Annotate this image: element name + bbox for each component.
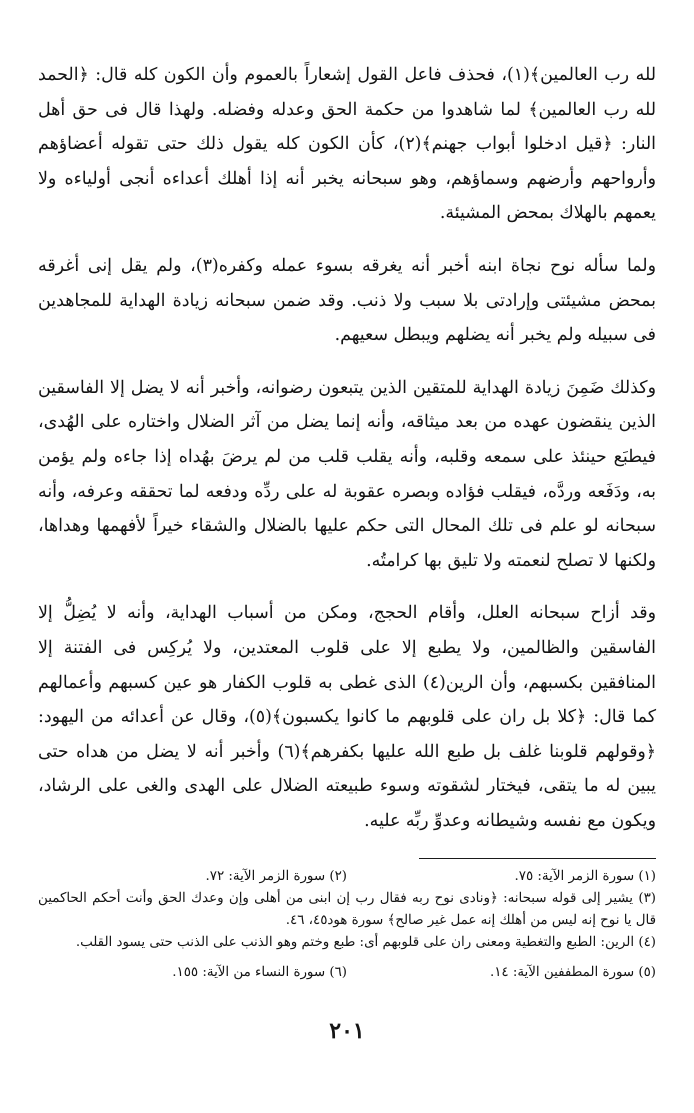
paragraph-2: ولما سأله نوح نجاة ابنه أخبر أنه يغرقه بسوء عمله وكفره(٣)، ولم يقل إنى أغرقه بمحض مشيئتى وإرادتى بلا سبب ولا ذنب. وقد ضمن سبحانه زيادة الهداية للمجاهدين فى سبيله ولم يخبر أنه يضلهم ويبطل سعيهم. (38, 255, 656, 346)
footnote-row-1-2 (38, 866, 656, 888)
footnote-2: (٢) سورة الزمر الآية: ٧٢. (205, 869, 347, 884)
footnote-row-5-6 (38, 962, 656, 984)
page-number: ٢٠١ (329, 1018, 365, 1044)
paragraph-3: وكذلك ضَمِنَ زيادة الهداية للمتقين الذين يتبعون رضوانه، وأخبر أنه لا يضل إلا الفاسقين الذين ينقضون عهده من بعد ميثاقه، وأنه إنما يضل من آثر الضلال واختاره على الهُدى، فيطبَع حينئذ على سمعه وقلبه، وأنه يقلب قلب من لم يرضَ بهُداه إذا جاءه ولم يؤمن به، ودَفَعه وردَّه، فيقلب فؤاده وبصره عقوبة له على ردِّه ودفعه لما تحققه وعرفه، وأنه سبحانه لو علم فى تلك المحال التى حكم عليها بالضلال والشقاء خيراً لأفهمها وهداها، ولكنها لا تصلح لنعمته ولا تليق بها كرامتُه. (38, 377, 656, 571)
footnote-3: (٣) يشير إلى قوله سبحانه: ﴿ونادى نوح ربه فقال رب إن ابنى من أهلى وإن وعدك الحق وأنت أحكم الحاكمين قال يا نوح إنه ليس من أهلك إنه عمل غير صالح﴾ سورة هود٤٥، ٤٦. (38, 891, 656, 928)
footnote-1: (١) سورة الزمر الآية: ٧٥. (514, 869, 656, 884)
footnotes (38, 866, 656, 984)
footnote-6: (٦) سورة النساء من الآية: ١٥٥. (172, 965, 347, 980)
paragraph-1: لله رب العالمين﴾(١)، فحذف فاعل القول إشعاراً بالعموم وأن الكون كله قال: ﴿الحمد لله رب العالمين﴾ لما شاهدوا من حكمة الحق وعدله وفضله. ولهذا قال فى حق أهل النار: ﴿قيل ادخلوا أبواب جهنم﴾(٢)، كأن الكون كله يقول ذلك حتى تقوله أعضاؤهم وأرواحهم وأرضهم وسماؤهم، وهو سبحانه يخبر أنه إذا أهلك أعداءه أنجى أولياءه ولا يعمهم بالهلاك بمحض المشيئة. (38, 65, 656, 224)
main-text (38, 58, 656, 856)
footnote-5: (٥) سورة المطففين الآية: ١٤. (489, 965, 656, 980)
footnote-4: (٤) الرين: الطبع والتغطية ومعنى ران على قلوبهم أى: طبع وختم وهو الذنب على الذنب حتى يسود القلب. (75, 935, 656, 950)
footnote-divider (419, 858, 656, 859)
paragraph-4: وقد أزاح سبحانه العلل، وأقام الحجج، ومكن من أسباب الهداية، وأنه لا يُضِلُّ إلا الفاسقين والظالمين، ولا يطبع إلا على قلوب المعتدين، ولا يُركِس فى الفتنة إلا المنافقين بكسبهم، وأن الرين(٤) الذى غطى به قلوب الكفار هو عين كسبهم وأعمالهم كما قال: ﴿كلا بل ران على قلوبهم ما كانوا يكسبون﴾(٥)، وقال عن أعدائه من اليهود: ﴿وقولهم قلوبنا غلف بل طبع الله عليها بكفرهم﴾(٦) وأخبر أنه لا يضل من هداه حتى يبين له ما يتقى، فيختار لشقوته وسوء طبيعته الضلال على الهدى والغى على الرشاد، ويكون مع نفسه وشيطانه وعدوِّ ربِّه عليه. (38, 603, 656, 831)
